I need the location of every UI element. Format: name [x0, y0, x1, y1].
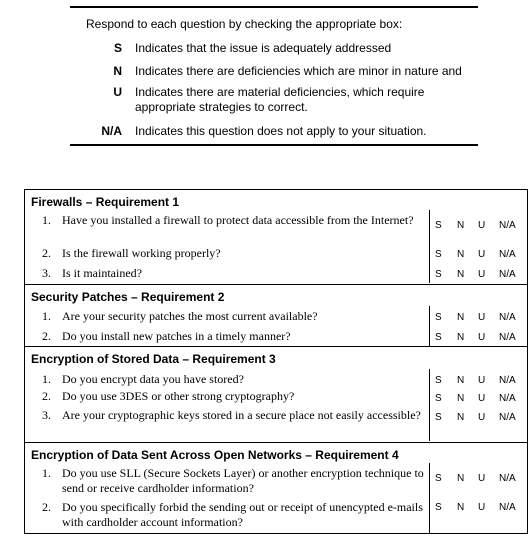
question-row — [25, 306, 527, 326]
section-title: Firewalls – Requirement 1 — [31, 195, 180, 209]
legend-code: U — [113, 85, 122, 99]
section-title: Encryption of Stored Data – Requirement 3 — [31, 352, 276, 366]
option-na[interactable]: N/A — [499, 412, 516, 423]
option-s[interactable]: S — [435, 393, 442, 404]
question-number: 1. — [42, 466, 51, 480]
option-na[interactable]: N/A — [499, 249, 516, 260]
option-s[interactable]: S — [435, 312, 442, 323]
section-title: Encryption of Data Sent Across Open Networks – Requirement 4 — [31, 448, 399, 462]
question-row — [25, 463, 527, 497]
option-s[interactable]: S — [435, 412, 442, 423]
option-na[interactable]: N/A — [499, 502, 516, 513]
question-number: 2. — [42, 246, 51, 260]
question-row — [25, 497, 527, 533]
response-options — [429, 306, 527, 326]
legend-code: N/A — [101, 124, 122, 138]
question-text: Do you use 3DES or other strong cryptography? — [62, 389, 295, 403]
option-s[interactable]: S — [435, 473, 442, 484]
option-na[interactable]: N/A — [499, 220, 516, 231]
response-options — [429, 463, 527, 497]
option-n[interactable]: N — [457, 473, 465, 484]
option-n[interactable]: N — [457, 220, 465, 231]
question-number: 3. — [42, 266, 51, 280]
option-u[interactable]: U — [478, 220, 486, 231]
legend-description: Indicates this question does not apply to your situation. — [135, 124, 427, 138]
legend-description: Indicates there are deficiencies which are minor in nature and — [135, 64, 462, 78]
option-s[interactable]: S — [435, 220, 442, 231]
response-options — [429, 210, 527, 243]
question-row — [25, 243, 527, 263]
question-number: 1. — [42, 213, 51, 227]
response-options — [429, 407, 527, 441]
option-n[interactable]: N — [457, 412, 465, 423]
question-number: 2. — [42, 500, 51, 514]
section-title: Security Patches – Requirement 2 — [31, 290, 225, 304]
option-n[interactable]: N — [457, 375, 465, 386]
option-n[interactable]: N — [457, 502, 465, 513]
option-u[interactable]: U — [478, 473, 486, 484]
question-row — [25, 326, 527, 346]
option-n[interactable]: N — [457, 332, 465, 343]
option-u[interactable]: U — [478, 312, 486, 323]
question-text: Have you installed a firewall to protect data accessible from the Internet? — [62, 213, 414, 227]
question-row — [25, 407, 527, 441]
legend-code: S — [113, 41, 122, 55]
question-number: 1. — [42, 309, 51, 323]
option-s[interactable]: S — [435, 502, 442, 513]
question-number: 1. — [42, 372, 51, 386]
option-u[interactable]: U — [478, 269, 486, 280]
section-encryption-open-networks — [25, 442, 527, 534]
option-n[interactable]: N — [457, 393, 465, 404]
requirements-checklist — [24, 189, 528, 534]
option-u[interactable]: U — [478, 393, 486, 404]
section-encryption-stored-data — [25, 346, 527, 443]
option-na[interactable]: N/A — [499, 269, 516, 280]
option-u[interactable]: U — [478, 502, 486, 513]
question-text: Do you install new patches in a timely manner? — [62, 329, 291, 343]
legend-description: Indicates that the issue is adequately addressed — [135, 41, 392, 55]
question-text: Is it maintained? — [62, 266, 142, 280]
question-text: Are your security patches the most current available? — [62, 309, 318, 323]
question-row — [25, 369, 527, 388]
question-text: Is the firewall working properly? — [62, 246, 221, 260]
response-legend — [70, 6, 478, 146]
question-number: 2. — [42, 329, 51, 343]
option-n[interactable]: N — [457, 312, 465, 323]
response-options — [429, 326, 527, 346]
section-firewalls — [25, 190, 527, 284]
option-na[interactable]: N/A — [499, 312, 516, 323]
option-na[interactable]: N/A — [499, 375, 516, 386]
option-n[interactable]: N — [457, 249, 465, 260]
legend-code: N — [113, 64, 122, 78]
option-s[interactable]: S — [435, 375, 442, 386]
question-row — [25, 388, 527, 407]
question-text: Do you encrypt data you have stored? — [62, 372, 244, 386]
section-security-patches — [25, 284, 527, 347]
question-text: Are your cryptographic keys stored in a secure place not easily accessible? — [62, 408, 421, 422]
response-options — [429, 243, 527, 263]
response-options — [429, 497, 527, 533]
question-text: Do you use SLL (Secure Sockets Layer) or another encryption technique to send or receive cardholder information? — [62, 466, 424, 495]
question-row — [25, 210, 527, 243]
option-s[interactable]: S — [435, 269, 442, 280]
option-na[interactable]: N/A — [499, 393, 516, 404]
option-s[interactable]: S — [435, 332, 442, 343]
option-n[interactable]: N — [457, 269, 465, 280]
question-text: Do you specifically forbid the sending out or receipt of unencypted e-mails with cardholder account information? — [62, 500, 423, 529]
option-na[interactable]: N/A — [499, 473, 516, 484]
question-row — [25, 263, 527, 283]
option-s[interactable]: S — [435, 249, 442, 260]
response-options — [429, 388, 527, 407]
question-number: 2. — [42, 389, 51, 403]
option-u[interactable]: U — [478, 249, 486, 260]
option-u[interactable]: U — [478, 332, 486, 343]
option-u[interactable]: U — [478, 412, 486, 423]
legend-description: Indicates there are material deficiencies, which require appropriate strategies to correct. — [135, 85, 425, 114]
legend-intro: Respond to each question by checking the appropriate box: — [86, 17, 403, 31]
response-options — [429, 263, 527, 283]
option-na[interactable]: N/A — [499, 332, 516, 343]
question-number: 3. — [42, 408, 51, 422]
option-u[interactable]: U — [478, 375, 486, 386]
response-options — [429, 369, 527, 388]
